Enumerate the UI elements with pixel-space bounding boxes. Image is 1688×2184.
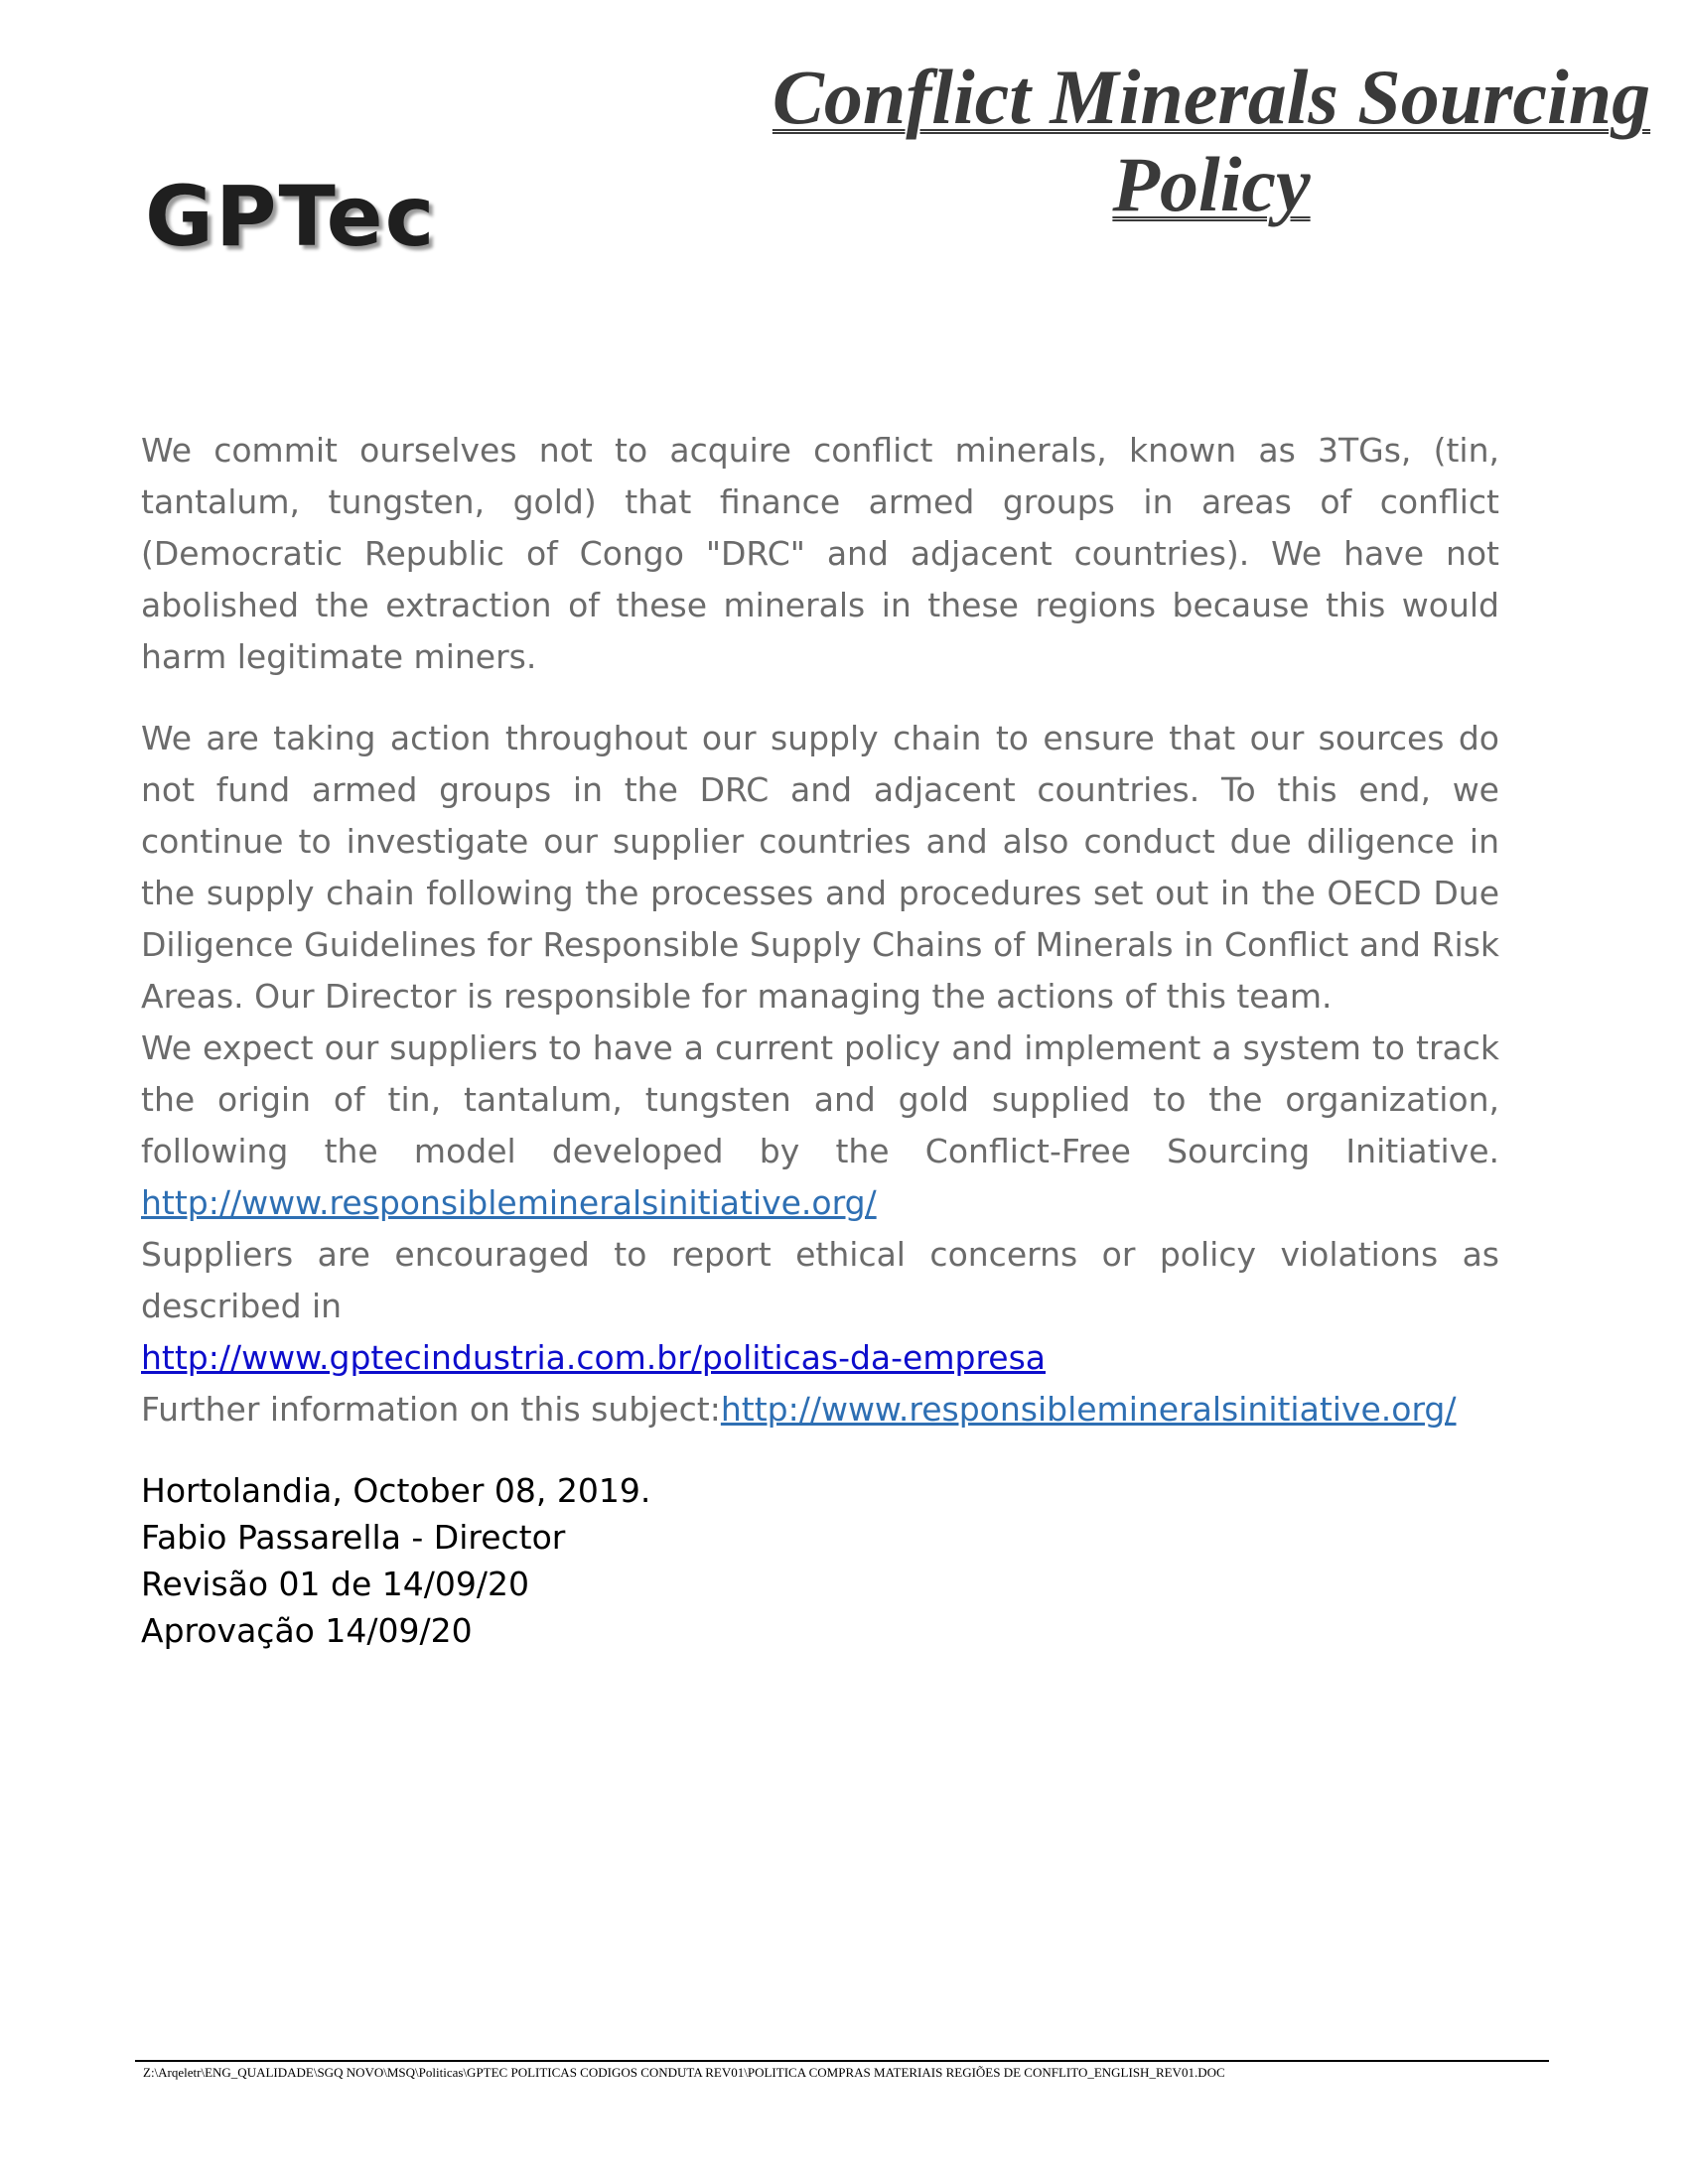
paragraph-supplier-expectations: We expect our suppliers to have a current policy and implement a system to track the origin of tin, tantalum, tungsten and gold supplied to the organization, following the model developed by the Conflict-Free Sourcing Initiative. [141,1028,1499,1170]
footer-divider [135,2060,1549,2062]
place-date: Hortolandia, October 08, 2019. [141,1471,651,1510]
link-line-rmi [141,1177,1499,1229]
paragraph-actions: We are taking action throughout our supply chain to ensure that our sources do not fund armed groups in the DRC and adjacent countries. To this end, we continue to investigate our supplier countries and also conduct due diligence in the supply chain following the processes and procedures set out in the OECD Due Diligence Guidelines for Responsible Supply Chains of Minerals in Conflict and Risk Areas. Our Director is responsible for managing the actions of this team. [141,719,1499,1016]
link-line-gptec [141,1332,1499,1384]
title-line-2: Policy [1112,141,1311,227]
policy-body [141,425,1499,1435]
approval: Aprovação 14/09/20 [141,1611,473,1650]
revision: Revisão 01 de 14/09/20 [141,1565,529,1603]
further-information-line [141,1384,1499,1435]
title-line-1: Conflict Minerals Sourcing [772,54,1651,140]
further-information-label: Further information on this subject: [141,1390,721,1429]
signer: Fabio Passarella - Director [141,1518,566,1557]
signature-block [141,1467,650,1654]
gptec-policies-link[interactable]: http://www.gptecindustria.com.br/politicas-da-empresa [141,1338,1047,1377]
paragraph-commitment: We commit ourselves not to acquire conflict minerals, known as 3TGs, (tin, tantalum, tungsten, gold) that finance armed groups in areas of conflict (Democratic Republic of Congo "DRC" and adjacent countries). We have not abolished the extraction of these minerals in these regions because this would harm legitimate miners. [141,431,1499,676]
document-title [755,54,1668,228]
footer-file-path: Z:\Arqeletr\ENG_QUALIDADE\SGQ NOVO\MSQ\Politicas\GPTEC POLITICAS CODIGOS CONDUTA REV01\POLITICA COMPRAS MATERIAIS REGIÕES DE CONFLITO_ENGLISH_REV01.DOC [143,2065,1225,2080]
rmi-link[interactable]: http://www.responsiblemineralsinitiative.org/ [141,1183,877,1222]
paragraph-reporting: Suppliers are encouraged to report ethical concerns or policy violations as described in [141,1235,1499,1325]
company-logo: GPTec [145,168,437,265]
further-information-link[interactable]: http://www.responsiblemineralsinitiative.org/ [720,1390,1457,1429]
